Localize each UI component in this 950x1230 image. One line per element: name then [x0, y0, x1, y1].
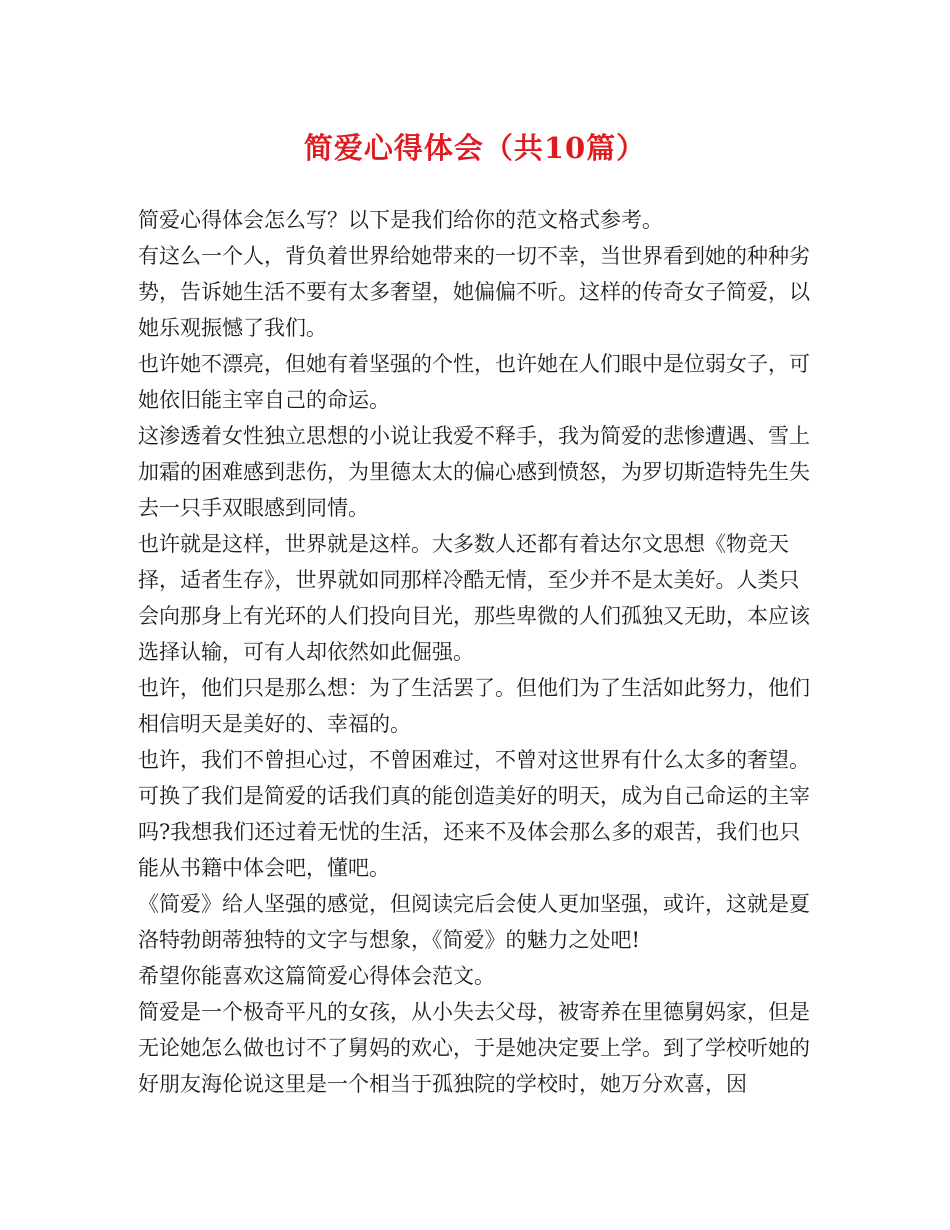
paragraph: 也许她不漂亮，但她有着坚强的个性，也许她在人们眼中是位弱女子，可她依旧能主宰自己的命运。	[138, 352, 810, 412]
paragraph: 简爱心得体会怎么写？以下是我们给你的范文格式参考。	[138, 208, 663, 232]
document-body	[138, 202, 820, 1102]
paragraph: 有这么一个人，背负着世界给她带来的一切不幸，当世界看到她的种种劣势，告诉她生活不要有太多奢望，她偏偏不听。这样的传奇女子简爱，以她乐观振憾了我们。	[138, 244, 810, 340]
paragraph: 希望你能喜欢这篇简爱心得体会范文。	[138, 964, 495, 988]
paragraph: 也许，他们只是那么想：为了生活罢了。但他们为了生活如此努力，他们相信明天是美好的、幸福的。	[138, 676, 810, 736]
document-title: 简爱心得体会（共10篇）	[303, 131, 647, 165]
paragraph: 《简爱》给人坚强的感觉，但阅读完后会使人更加坚强，或许，这就是夏洛特勃朗蒂独特的文字与想象，《简爱》的魅力之处吧!	[138, 892, 810, 952]
paragraph: 也许，我们不曾担心过，不曾困难过，不曾对这世界有什么太多的奢望。可换了我们是简爱的话我们真的能创造美好的明天，成为自己命运的主宰吗?我想我们还过着无忧的生活，还来不及体会那么多的艰苦，我们也只能从书籍中体会吧，懂吧。	[138, 748, 810, 880]
paragraph: 这渗透着女性独立思想的小说让我爱不释手，我为简爱的悲惨遭遇、雪上加霜的困难感到悲伤，为里德太太的偏心感到愤怒，为罗切斯造特先生失去一只手双眼感到同情。	[138, 424, 810, 520]
paragraph: 也许就是这样，世界就是这样。大多数人还都有着达尔文思想《物竞天择，适者生存》，世界就如同那样冷酷无情，至少并不是太美好。人类只会向那身上有光环的人们投向目光，那些卑微的人们孤独又无助，本应该选择认输，可有人却依然如此倔强。	[138, 532, 810, 664]
paragraph: 简爱是一个极奇平凡的女孩，从小失去父母，被寄养在里德舅妈家，但是无论她怎么做也讨不了舅妈的欢心，于是她决定要上学。到了学校听她的好朋友海伦说这里是一个相当于孤独院的学校时，她万分欢喜，因	[138, 1000, 810, 1096]
